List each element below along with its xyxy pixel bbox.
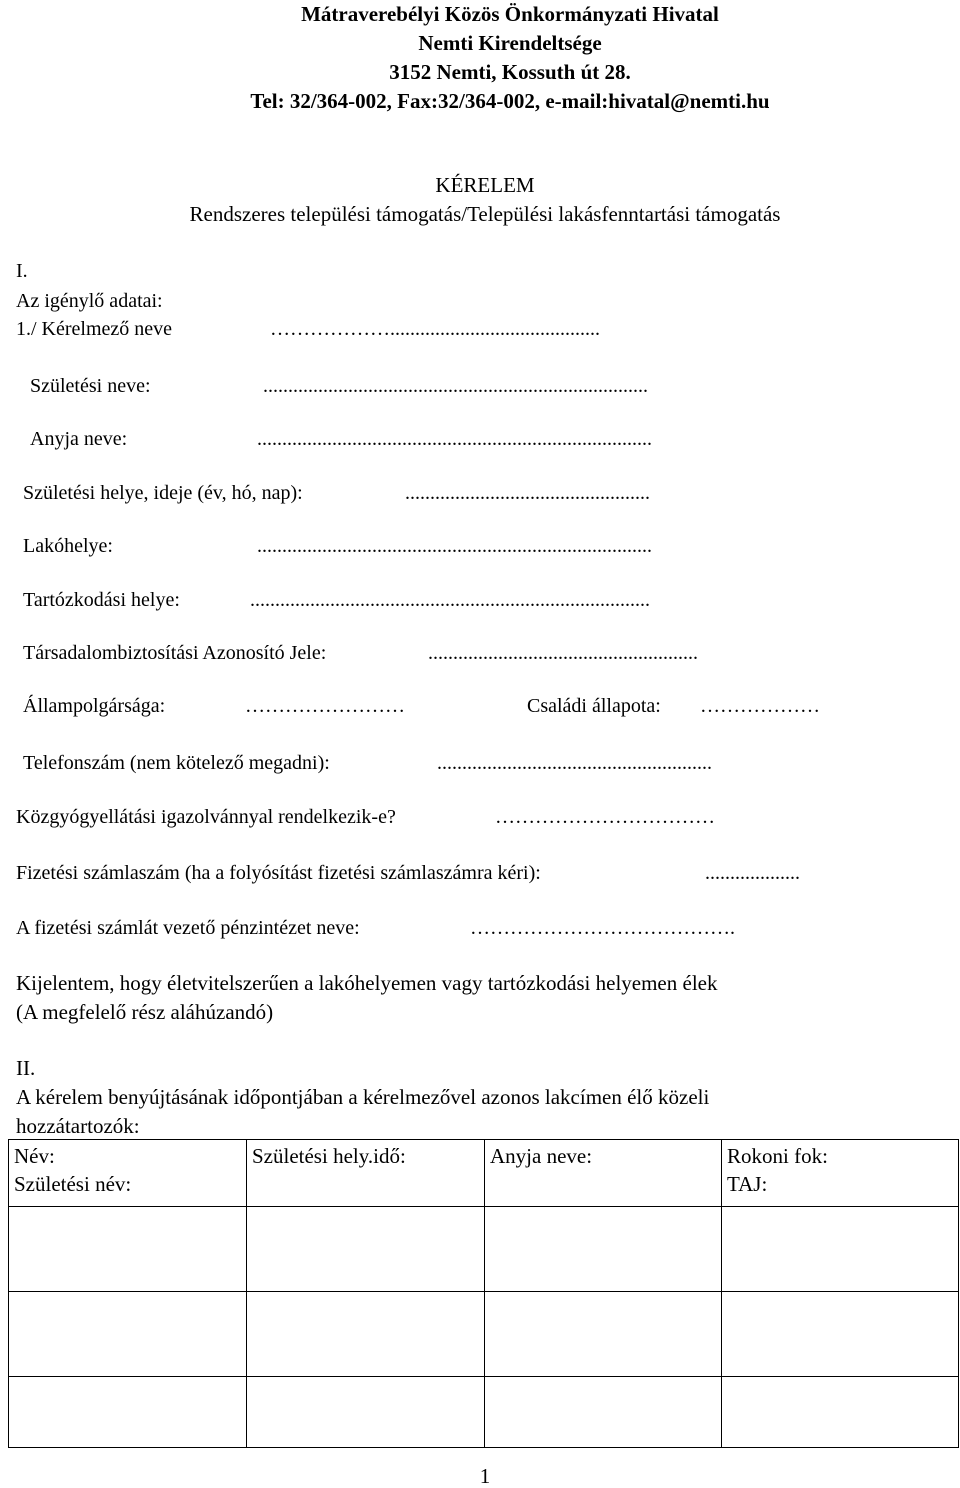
table-cell[interactable] <box>485 1377 722 1448</box>
section-2-numeral: II. <box>16 1056 36 1080</box>
mother-name-label: Anyja neve: <box>30 428 128 450</box>
section-2-intro-continued: hozzátartozók: <box>16 1114 140 1138</box>
public-health-card-field[interactable]: …………………………… <box>495 806 715 828</box>
section-1-numeral: I. <box>16 260 28 282</box>
table-cell[interactable] <box>9 1207 247 1292</box>
header-name-label: Név: <box>14 1144 55 1168</box>
header-birth-place-cell <box>247 1140 485 1207</box>
header-taj-label: TAJ: <box>727 1172 768 1197</box>
declaration-text: Kijelentem, hogy életvitelszerűen a lakóhelyemen vagy tartózkodási helyemen élek <box>16 971 718 995</box>
office-address: 3152 Nemti, Kossuth út 28. <box>389 60 631 84</box>
branch-name: Nemti Kirendeltsége <box>418 31 602 55</box>
stay-place-label: Tartózkodási helye: <box>23 589 180 611</box>
taj-label: Társadalombiztosítási Azonosító Jele: <box>23 642 327 664</box>
residence-field[interactable]: ............................................................................... <box>257 535 652 557</box>
birth-place-date-field[interactable]: ................................................. <box>405 482 650 504</box>
table-cell[interactable] <box>247 1207 485 1292</box>
birth-name-field[interactable]: ............................................................................. <box>263 375 648 397</box>
table-row <box>9 1292 959 1377</box>
marital-status-field[interactable]: ……………… <box>700 695 820 717</box>
table-row <box>9 1377 959 1448</box>
form-title: KÉRELEM <box>435 173 535 197</box>
header-birth-place-label: Születési hely.idő: <box>252 1144 406 1168</box>
public-health-card-label: Közgyógyellátási igazolvánnyal rendelkezik-e? <box>16 806 396 828</box>
marital-status-label: Családi állapota: <box>527 695 661 717</box>
birth-name-label: Születési neve: <box>30 375 151 397</box>
phone-field[interactable]: ....................................................... <box>437 752 712 774</box>
table-cell[interactable] <box>722 1292 959 1377</box>
table-row <box>9 1207 959 1292</box>
header-mother-cell <box>485 1140 722 1207</box>
applicant-name-field[interactable]: ……………….......................................... <box>270 318 600 340</box>
table-cell[interactable] <box>722 1207 959 1292</box>
residence-label: Lakóhelye: <box>23 535 113 557</box>
phone-label: Telefonszám (nem kötelező megadni): <box>23 752 330 774</box>
birth-place-date-label: Születési helye, ideje (év, hó, nap): <box>23 482 303 504</box>
table-cell[interactable] <box>247 1377 485 1448</box>
taj-field[interactable]: ...................................................... <box>428 642 698 664</box>
bank-account-label: Fizetési számlaszám (ha a folyósítást fizetési számlaszámra kéri): <box>16 862 541 884</box>
form-subtitle: Rendszeres települési támogatás/Települési lakásfenntartási támogatás <box>189 202 781 226</box>
header-mother-label: Anyja neve: <box>490 1144 593 1168</box>
stay-place-field[interactable]: ................................................................................ <box>250 589 650 611</box>
header-name-cell <box>9 1140 247 1207</box>
mother-name-field[interactable]: ............................................................................... <box>257 428 652 450</box>
declaration-note: (A megfelelő rész aláhúzandó) <box>16 1000 274 1024</box>
citizenship-field[interactable]: …………………… <box>245 695 405 717</box>
bank-account-field[interactable]: ................... <box>705 862 800 884</box>
citizenship-label: Állampolgársága: <box>23 695 166 717</box>
applicant-name-label: 1./ Kérelmező neve <box>16 318 173 340</box>
office-name: Mátraverebélyi Közös Önkormányzati Hivatal <box>301 2 719 26</box>
household-members-table <box>8 1139 959 1448</box>
office-contact: Tel: 32/364-002, Fax:32/364-002, e-mail:hivatal@nemti.hu <box>250 89 770 113</box>
header-relation-cell <box>722 1140 959 1207</box>
section-1-heading: Az igénylő adatai: <box>16 290 163 312</box>
page-number: 1 <box>479 1464 491 1488</box>
table-cell[interactable] <box>9 1292 247 1377</box>
header-relation-label: Rokoni fok: <box>727 1144 828 1168</box>
table-cell[interactable] <box>247 1292 485 1377</box>
table-header-row <box>9 1140 959 1207</box>
bank-name-field[interactable]: …………………………………. <box>470 917 735 939</box>
bank-name-label: A fizetési számlát vezető pénzintézet neve: <box>16 917 360 939</box>
table-cell[interactable] <box>485 1292 722 1377</box>
table-cell[interactable] <box>722 1377 959 1448</box>
header-birth-name-label: Születési név: <box>14 1172 132 1197</box>
section-2-intro: A kérelem benyújtásának időpontjában a kérelmezővel azonos lakcímen élő közeli <box>16 1085 710 1109</box>
table-cell[interactable] <box>485 1207 722 1292</box>
table-cell[interactable] <box>9 1377 247 1448</box>
